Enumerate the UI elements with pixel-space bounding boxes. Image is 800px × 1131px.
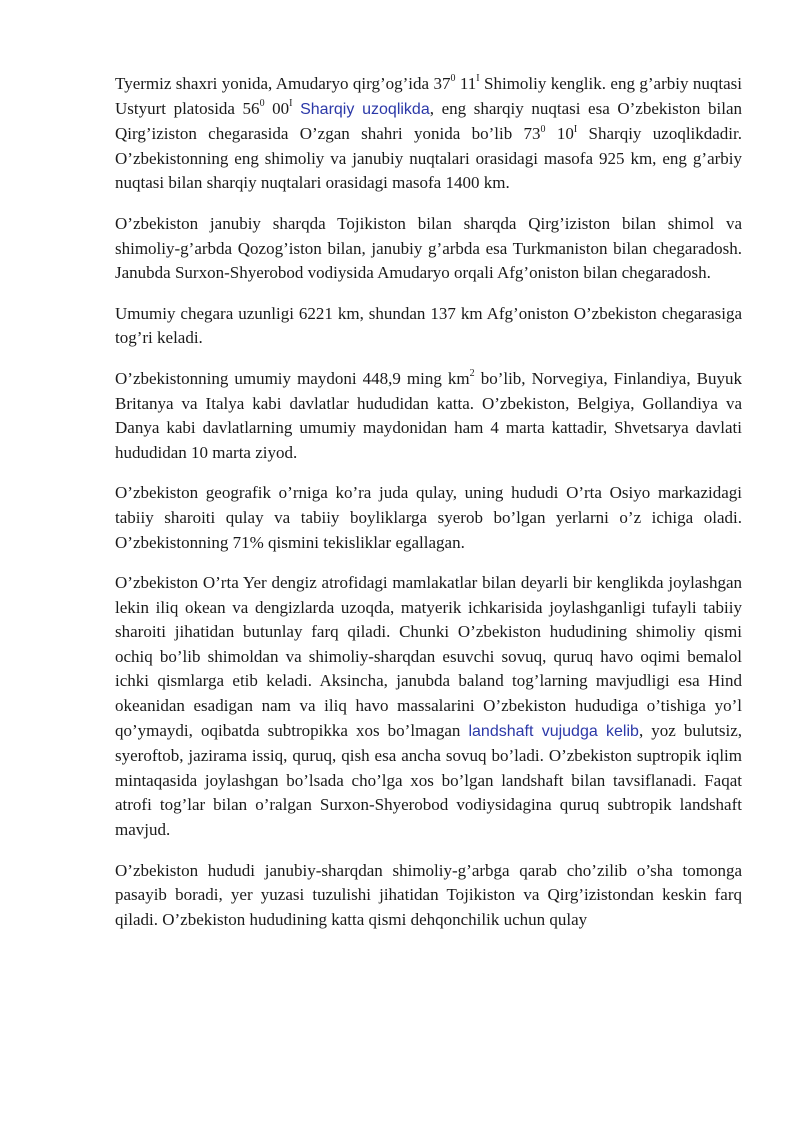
link-sharqiy-uzoqlikda[interactable]: Sharqiy uzoqlikda (300, 100, 430, 118)
text-run: 00 (264, 98, 290, 118)
document-page (115, 72, 742, 932)
text-run: O’zbekistonning umumiy maydoni 448,9 ming km (115, 368, 470, 388)
text-run: bo’lib, Norvegiya, Finlandiya, Buyuk Britanya va Italya kabi davlatlar hududidan katta. O’zbekiston, Belgiya, Gollandiya va Danya kabi davlatlarning umumiy maydonidan ham 4 marta kattadir, Shvetsarya davlati hududidan 10 marta ziyod. (115, 368, 742, 462)
minute-superscript: I (573, 123, 578, 135)
paragraph-border-length: Umumiy chegara uzunligi 6221 km, shundan 137 km Afg’oniston O’zbekiston chegarasiga tog’ri keladi. (115, 303, 742, 348)
text-run: O’zbekiston O’rta Yer dengiz atrofidagi mamlakatlar bilan deyarli bir kenglikda joylashgan lekin iliq okean va dengizlarda uzoqda, matyerik ichkarisida joylashganligi tufayli tabiiy sharoiti jihatidan butunlay farq qiladi. Chunki O’zbekiston hududining shimoliy qismi ochiq bo’lib shimoldan va shimoliy-sharqdan esuvchi sovuq, quruq havo oqimi bemalol ichki qismlarga etib keladi. Aksincha, janubda baland tog’larning mavjudligi esa Hind okeanidan esadigan nam va iliq havo massalarini O’zbekiston hududiga o’tishiga yo’l qo’ymaydi, oqibatda subtropikka xos bo’lmagan (115, 573, 742, 740)
paragraph-location (115, 72, 742, 196)
text-run: , yoz bulutsiz, syeroftob, jazirama issiq, quruq, qish esa ancha sovuq bo’ladi. O’zbekiston suptropik iqlim mintaqasida joylashgan bo’lsada cho’lga xos bo’lgan landshaft bilan tavsiflanadi. Faqat atrofi tog’lar bilan o’ralgan Surxon-Shyerobod vodiysidagina quruq subtropik landshaft mavjud. (115, 720, 742, 840)
paragraph-relief: O’zbekiston hududi janubiy-sharqdan shimoliy-g’arbga qarab cho’zilib o’sha tomonga pasayib boradi, yer yuzasi tuzulishi jihatidan Tojikiston va Qirg’izistondan keskin farq qiladi. O’zbekiston hududining katta qismi dehqonchilik uchun qulay (115, 860, 742, 929)
text-run: Shimoliy kenglik. eng g’arbiy nuqtasi Ustyurt platosida 56 (115, 74, 742, 118)
degree-superscript: 0 (450, 73, 456, 85)
degree-superscript: 0 (259, 97, 265, 109)
minute-superscript: I (289, 97, 293, 109)
paragraph-geographic-position: O’zbekiston geografik o’rniga ko’ra juda qulay, uning hududi O’rta Osiyo markazidagi tabiiy sharoiti qulay va tabiiy boyliklarga syerob bo’lgan yerlarni o’z ichiga oladi. O’zbekistonning 71% qismini tekisliklar egallagan. (115, 483, 742, 552)
minute-superscript: I (476, 73, 480, 85)
link-landshaft-vujudga-kelib[interactable]: landshaft vujudga kelib (468, 722, 639, 740)
degree-superscript: 0 (540, 123, 546, 135)
paragraph-borders: O’zbekiston janubiy sharqda Tojikiston bilan sharqda Qirg’iziston bilan shimol va shimoliy-g’arbda Qozog’iston bilan, janubiy g’arbda esa Turkmaniston bilan chegaradosh. Janubda Surxon-Shyerobod vodiysida Amudaryo orqali Afg’oniston bilan chegaradosh. (115, 213, 742, 283)
text-run: 11 (455, 74, 477, 93)
paragraph-climate (115, 571, 742, 843)
squared-superscript: 2 (469, 368, 475, 380)
text-run: 10 (545, 124, 574, 144)
text-run: Sharqiy uzoqlikdadir. O’zbekistonning eng shimoliy va janubiy nuqtalari orasidagi masofa 925 km, eng g’arbiy nuqtasi bilan sharqiy nuqtalari orasidagi masofa 1400 km. (115, 124, 743, 193)
paragraph-area (115, 367, 742, 465)
text-run: Tyermiz shaxri yonida, Amudaryo qirg’og’ida 37 (115, 74, 451, 93)
text-run: , eng sharqiy nuqtasi esa O’zbekiston bilan Qirg’iziston chegarasida O’zgan shahri yonida bo’lib 73 (115, 98, 743, 144)
